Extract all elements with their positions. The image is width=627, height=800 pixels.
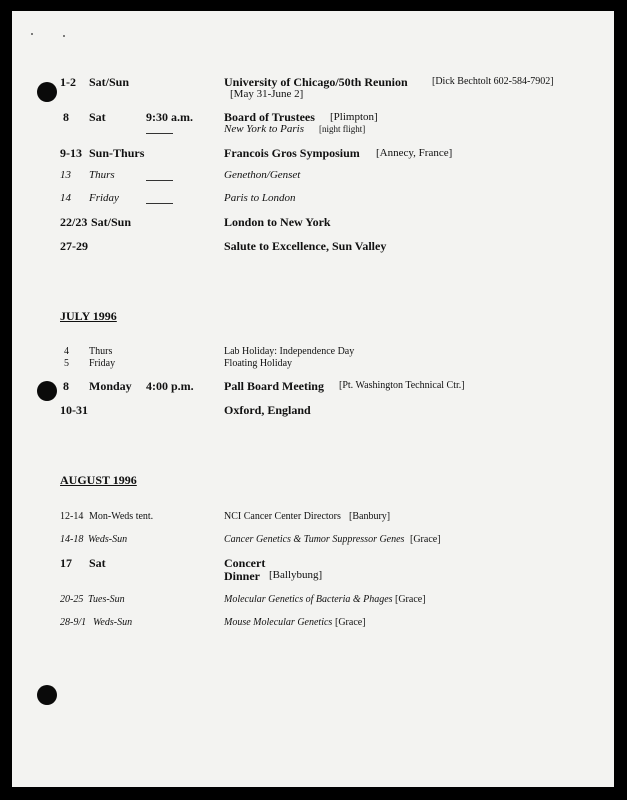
time-blank-line bbox=[146, 133, 173, 134]
date: 8 bbox=[63, 379, 69, 393]
date: 1-2 bbox=[60, 75, 76, 89]
date: 22/23 bbox=[60, 215, 88, 229]
time: 4:00 p.m. bbox=[146, 379, 194, 393]
day: Mon-Weds tent. bbox=[89, 511, 154, 522]
event: London to New York bbox=[224, 215, 331, 229]
date: 13 bbox=[60, 169, 71, 181]
day: Sat bbox=[89, 556, 106, 570]
date: 17 bbox=[60, 556, 72, 570]
day: Tues-Sun bbox=[88, 594, 125, 605]
date: 28-9/1 bbox=[60, 617, 87, 628]
july-heading: JULY 1996 bbox=[60, 309, 117, 323]
event: Paris to London bbox=[224, 192, 296, 204]
date: 27-29 bbox=[60, 239, 88, 253]
event: Oxford, England bbox=[224, 403, 311, 417]
speck-mark bbox=[63, 35, 65, 37]
event-note: [Annecy, France] bbox=[376, 147, 453, 159]
binder-hole-top bbox=[37, 82, 57, 102]
event-note: [Dick Bechtolt 602-584-7902] bbox=[432, 76, 554, 87]
event: Floating Holiday bbox=[224, 358, 293, 369]
day: Weds-Sun bbox=[93, 617, 133, 628]
event-note-dates: [May 31-June 2] bbox=[230, 88, 304, 100]
event: Genethon/Genset bbox=[224, 169, 301, 181]
binder-hole-middle bbox=[37, 381, 57, 401]
day: Thurs bbox=[89, 346, 113, 357]
date: 14 bbox=[60, 192, 71, 204]
date: 14-18 bbox=[60, 534, 84, 545]
event: Cancer Genetics & Tumor Suppressor Genes bbox=[224, 534, 405, 545]
event: Board of Trustees bbox=[224, 110, 315, 124]
event: Concert bbox=[224, 556, 266, 570]
day: Monday bbox=[89, 379, 132, 393]
event-note: [Grace] bbox=[395, 594, 426, 605]
date: 10-31 bbox=[60, 403, 88, 417]
speck-mark bbox=[31, 33, 33, 35]
event-note: [Banbury] bbox=[349, 511, 391, 522]
day: Sun-Thurs bbox=[89, 146, 145, 160]
event: Salute to Excellence, Sun Valley bbox=[224, 239, 387, 253]
august-heading: AUGUST 1996 bbox=[60, 473, 137, 487]
binder-hole-bottom bbox=[37, 685, 57, 705]
day: Sat/Sun bbox=[91, 215, 132, 229]
event-second: Dinner bbox=[224, 569, 260, 583]
event-note: [Pt. Washington Technical Ctr.] bbox=[339, 380, 465, 391]
day: Weds-Sun bbox=[88, 534, 128, 545]
time-blank-line bbox=[146, 180, 173, 181]
event-note: [Grace] bbox=[410, 534, 441, 545]
event: University of Chicago/50th Reunion bbox=[224, 75, 408, 89]
day: Sat bbox=[89, 110, 106, 124]
event: Pall Board Meeting bbox=[224, 379, 324, 393]
day: Thurs bbox=[89, 169, 115, 181]
date: 4 bbox=[64, 346, 69, 357]
time: 9:30 a.m. bbox=[146, 110, 193, 124]
event: Francois Gros Symposium bbox=[224, 146, 360, 160]
date: 20-25 bbox=[60, 594, 84, 605]
time-blank-line bbox=[146, 203, 173, 204]
document-page bbox=[12, 11, 614, 787]
day: Friday bbox=[89, 358, 116, 369]
day: Sat/Sun bbox=[89, 75, 130, 89]
event-note: [Grace] bbox=[335, 617, 366, 628]
event: Mouse Molecular Genetics bbox=[224, 617, 333, 628]
date: 12-14 bbox=[60, 511, 84, 522]
date: 5 bbox=[64, 358, 69, 369]
date: 8 bbox=[63, 110, 69, 124]
event: NCI Cancer Center Directors bbox=[224, 511, 341, 522]
event: Lab Holiday: Independence Day bbox=[224, 346, 355, 357]
event-note: [Ballybung] bbox=[269, 569, 323, 581]
day: Friday bbox=[89, 192, 119, 204]
event: Molecular Genetics of Bacteria & Phages bbox=[224, 594, 393, 605]
event-note: [Plimpton] bbox=[330, 111, 378, 123]
date: 9-13 bbox=[60, 146, 82, 160]
event-detail: New York to Paris bbox=[224, 123, 304, 135]
event-detail-note: [night flight] bbox=[319, 124, 366, 134]
